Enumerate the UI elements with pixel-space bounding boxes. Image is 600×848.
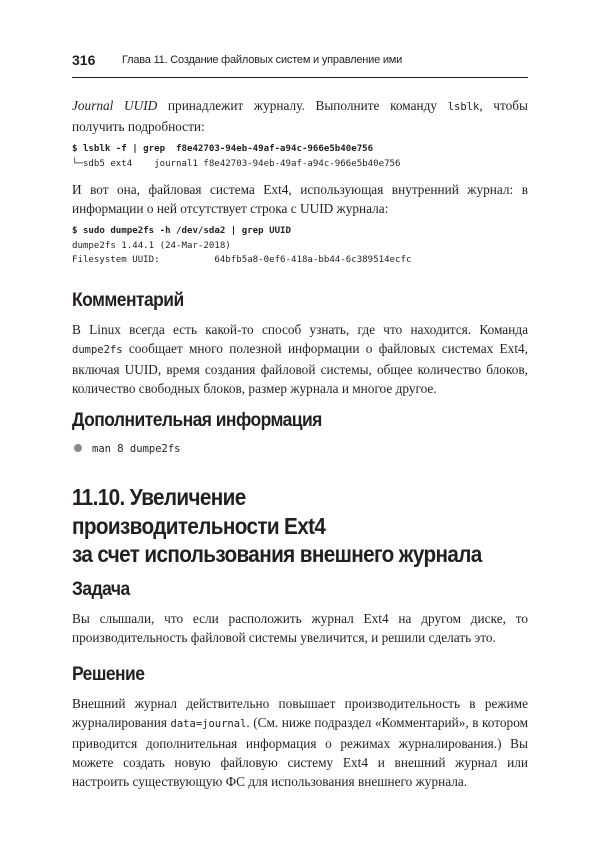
running-header [72, 50, 528, 72]
page-number: 316 [72, 52, 96, 68]
code-block-dumpe2fs [72, 224, 528, 268]
comment-text-end: сообщает много полезной информации о файловых системах Ext4, включая UUID, время создания файловой системы, общее количество блоков, количество свободных блоков, размер журнала и многое другое. [72, 341, 528, 396]
solution-heading: Решение [72, 664, 145, 685]
section-title-line: за счет использования внешнего журнала [72, 541, 482, 567]
more-info-list-item [74, 443, 181, 455]
code-command: $ sudo dumpe2fs -h /dev/sda2 | grep UUID [72, 226, 291, 236]
chapter-title: Глава 11. Создание файловых систем и управление ими [122, 54, 403, 66]
intro-text-end: , чтобы получить подробности: [72, 98, 528, 134]
task-heading: Задача [72, 579, 130, 600]
solution-paragraph [72, 694, 528, 791]
dumpe2fs-inline-cmd: dumpe2fs [72, 344, 123, 356]
header-rule [72, 77, 528, 78]
more-info-heading: Дополнительная информация [72, 410, 322, 431]
code-output: └─sdb5 ext4 journal1 f8e42703-94eb-49af-a94c-966e5b40e756 [72, 158, 401, 169]
solution-text: Внешний журнал действительно повышает производительность в режиме журналирования [72, 696, 528, 730]
code-output: dumpe2fs 1.44.1 (24-Mar-2018) [72, 240, 231, 251]
section-title-line: 11.10. Увеличение [72, 484, 246, 510]
intro-text: принадлежит журналу. Выполните команду [157, 98, 448, 113]
bullet-dot-icon [74, 444, 82, 452]
section-title [72, 483, 482, 569]
comment-paragraph [72, 320, 528, 398]
code-block-lsblk [72, 142, 528, 171]
code-output: Filesystem UUID: 64bfb5a8-0ef6-418a-bb44-6c389514ecfc [72, 255, 412, 265]
task-paragraph: Вы слышали, что если расположить журнал Ext4 на другом диске, то производительность файловой системы увеличится, и решили сделать это. [72, 611, 528, 645]
paragraph-internal-journal: И вот она, файловая система Ext4, использующая внутренний журнал: в информации о ней отсутствует строка с UUID журнала: [72, 182, 528, 216]
lsblk-inline-cmd: lsblk [447, 101, 480, 113]
comment-heading: Комментарий [72, 290, 184, 311]
section-title-line: производительности Ext4 [72, 512, 326, 539]
journal-uuid-term: Journal UUID [72, 98, 158, 113]
man-page-reference: man 8 dumpe2fs [92, 443, 181, 455]
comment-text: В Linux всегда есть какой-то способ узнать, где что находится. Команда [72, 322, 528, 337]
intro-paragraph [72, 96, 528, 136]
code-command: $ lsblk -f | grep f8e42703-94eb-49af-a94c-966e5b40e756 [72, 144, 374, 154]
data-journal-inline-cmd: data=journal [170, 718, 247, 730]
solution-text-end: . (См. ниже подраздел «Комментарий», в котором приводится дополнительная информация о режимах журналирования.) Вы можете создать новую файловую систему Ext4 и внешний журнал или настроить существующую ФС для использования внешнего журнала. [72, 715, 529, 789]
